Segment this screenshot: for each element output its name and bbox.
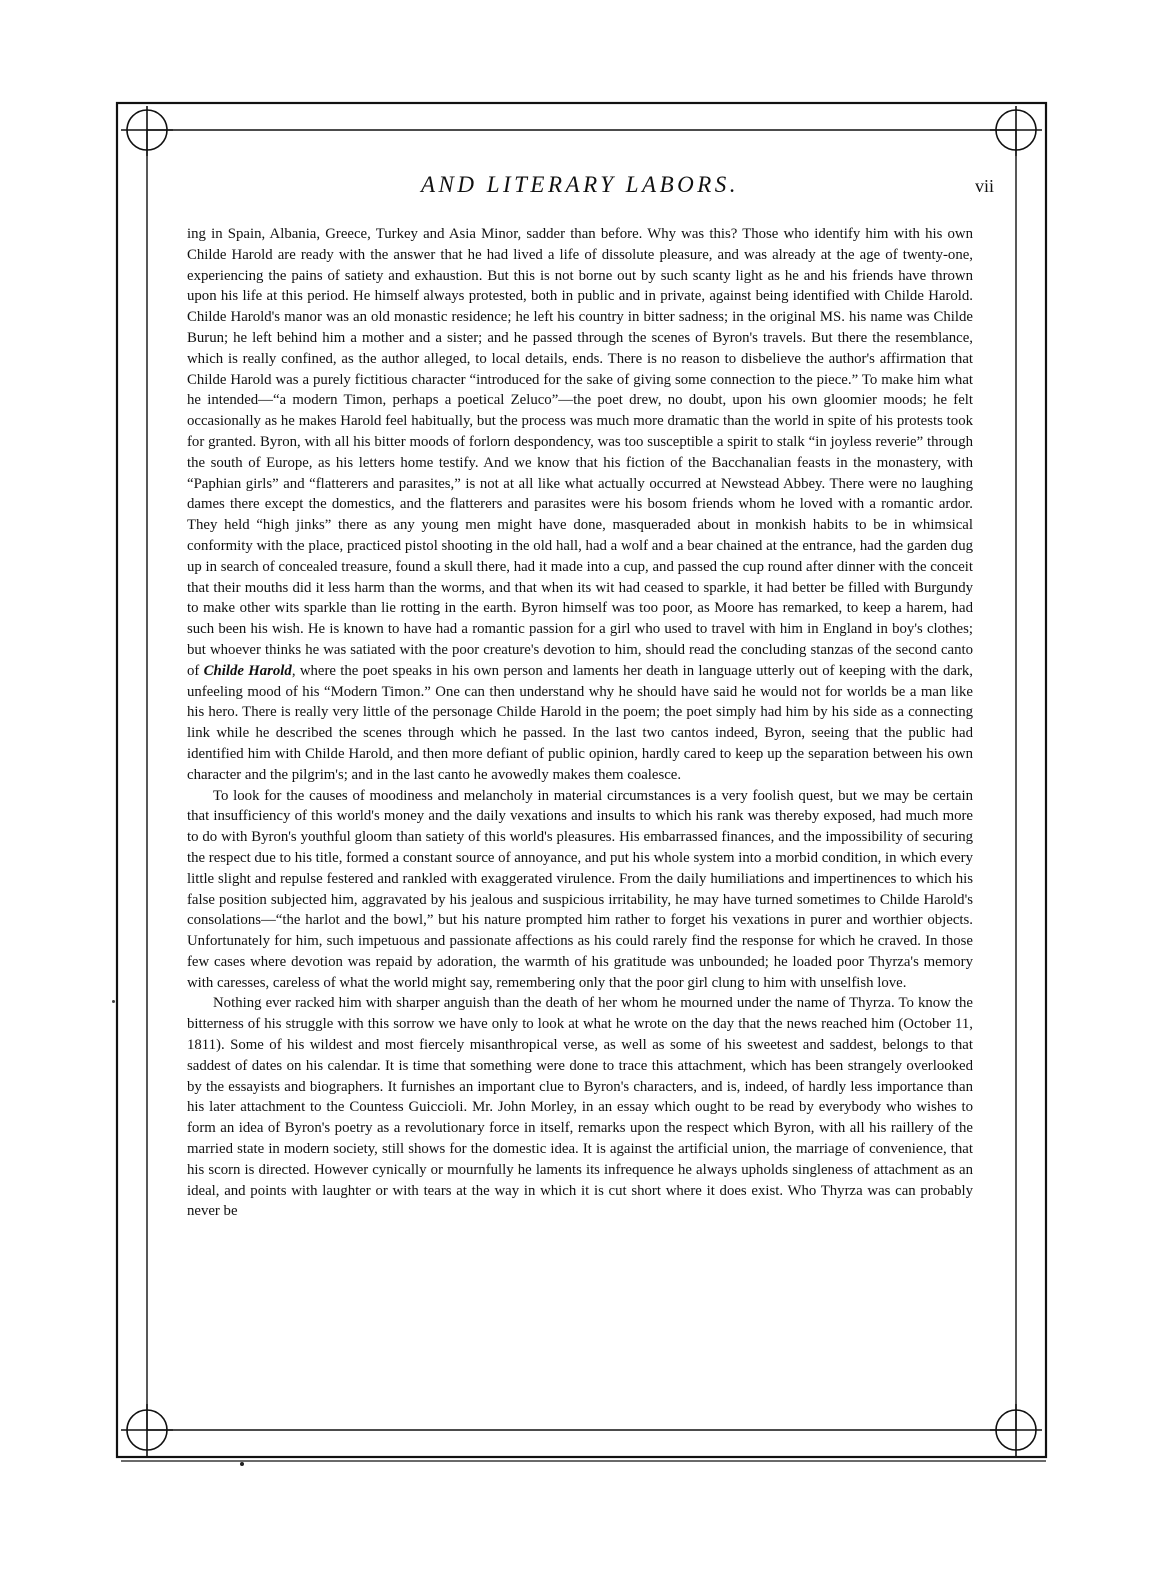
body-text: [187, 224, 973, 1222]
running-head-title: AND LITERARY LABORS.: [420, 172, 740, 197]
italic-title-childe-harold: Childe Harold: [203, 662, 292, 679]
running-head: [150, 172, 1010, 208]
paragraph-1: [187, 224, 973, 786]
corner-ornament-bottom-left-icon: [121, 1404, 173, 1456]
paragraph-1-text-b: , where the poet speaks in his own person and laments her death in language utterly out of keeping with the dark, unfeeling mood of his “Modern Timon.” One can then understand why he should have said he would not for worlds be a man like his hero. There is really very little of the personage Childe Harold in the poem; the poet simply had him by his side as a connecting link while he described the scenes through which he passed. In the last two cantos indeed, Byron, seeing that the public had identified him with Childe Harold, and then more defiant of public opinion, hardly cared to keep up the separation between his own character and the pilgrim's; and in the last canto he avowedly makes them coalesce.: [187, 662, 974, 783]
margin-speck: [112, 1000, 115, 1003]
corner-ornament-top-right-icon: [990, 106, 1042, 156]
corner-ornament-top-left-icon: [121, 106, 173, 156]
paragraph-2: To look for the causes of moodiness and melancholy in material circumstances is a very foolish quest, but we may be certain that insufficiency of this world's money and the daily vexations and insults to which his rank was thereby exposed, had much more to do with Byron's youthful gloom than satiety of this world's pleasures. His embarrassed finances, and the impossibility of securing the respect due to his title, formed a constant source of annoyance, and put his whole system into a morbid condition, in which every little slight and repulse festered and rankled with exaggerated virulence. From the daily humiliations and impertinences to which his false position subjected him, aggravated by his jealous and suspicious irritability, he may have turned sometimes to Childe Harold's consolations—“the harlot and the bowl,” but his nature prompted him rather to forget his vexations in purer and worthier objects. Unfortunately for him, such impetuous and passionate affections as his could rarely find the response for which he craved. In those few cases where devotion was repaid by adoration, the warmth of his gratitude was unbounded; he loaded poor Thyrza's memory with caresses, careless of what the world might say, remembering only that the poor girl clung to him with unselfish love.: [187, 787, 973, 991]
corner-ornament-bottom-right-icon: [990, 1404, 1042, 1456]
paragraph-1-text-a: ing in Spain, Albania, Greece, Turkey and Asia Minor, sadder than before. Why was this? Those who identify him with his own Childe Harold are ready with the answer that he had lived a life of dissolute pleasure, and was already at the age of twenty-one, experiencing the pains of satiety and exhaustion. But this is not borne out by such scanty light as he and his friends have thrown upon his life at this period. He himself always protested, both in public and in private, against being identified with Childe Harold. Childe Harold's manor was an old monastic residence; he left his country in bitter sadness; in the original MS. his name was Childe Burun; he left behind him a mother and a sister; and he passed through the scenes of Byron's travels. But there the resemblance, which is really confined, as the author alleged, to local details, ends. There is no reason to disbelieve the author's affirmation that Childe Harold was a purely fictitious character “introduced for the sake of giving some connection to the piece.” To make him what he intended—“a modern Timon, perhaps a poetical Zeluco”—the poet drew, no doubt, upon his own gloomier moods; he felt occasionally as he makes Harold feel habitually, but the process was much more dramatic than the world in spite of his protests took for granted. Byron, with all his bitter moods of forlorn despondency, was too susceptible a spirit to stalk “in joyless reverie” through the south of Europe, as his letters home testify. And we know that his fiction of the Bacchanalian feasts in the monastery, with “Paphian girls” and “flatterers and parasites,” is not at all like what actually occurred at Newstead Abbey. There were no laughing dames there except the domestics, and the flatterers and parasites were his bosom friends whom he loved with a romantic ardor. They held “high jinks” there as any young men might have done, masqueraded about in monkish habits to be in whimsical conformity with the place, practiced pistol shooting in the old hall, had a wolf and a bear chained at the entrance, had the garden dug up in search of concealed treasure, found a skull there, had it made into a cup, and passed the cup round after dinner with the conceit that their mouths did it less harm than the worms, and that when its wit had ceased to sparkle, it had better be filled with Burgundy to make other wits sparkle than lie rotting in the earth. Byron himself was too poor, as Moore has remarked, to keep a harem, had such been his wish. He is known to have had a romantic passion for a girl who used to travel with him in England in boy's clothes; but whoever thinks he was satiated with the poor creature's devotion to him, should read the concluding stanzas of the second canto of: [187, 226, 973, 679]
paragraph-3: Nothing ever racked him with sharper anguish than the death of her whom he mourned under the name of Thyrza. To know the bitterness of his struggle with this sorrow we have only to look at what he wrote on the day that the news reached him (October 11, 1811). Some of his wildest and most fiercely misanthropical verse, as well as some of his sweetest and saddest, belongs to that saddest of dates on his calendar. It is time that something were done to trace this attachment, which has been strangely overlooked by the essayists and biographers. It furnishes an important clue to Byron's characters, and is, indeed, of hardly less importance than his later attachment to the Countess Guiccioli. Mr. John Morley, in an essay which ought to be read by everybody who wishes to form an idea of Byron's poetry as a revolutionary force in itself, remarks upon the respect which Byron, with all his raillery of the married state in modern society, still shows for the domestic idea. It is against the artificial union, the marriage of convenience, that his scorn is directed. However cynically or mournfully he laments its infrequence he always upholds singleness of attachment as an ideal, and points with laughter or with tears at the way in which it is cut short where it does exist. Who Thyrza was can probably never be: [187, 995, 973, 1220]
page-number: vii: [974, 176, 994, 196]
bottom-speck: [240, 1462, 244, 1466]
